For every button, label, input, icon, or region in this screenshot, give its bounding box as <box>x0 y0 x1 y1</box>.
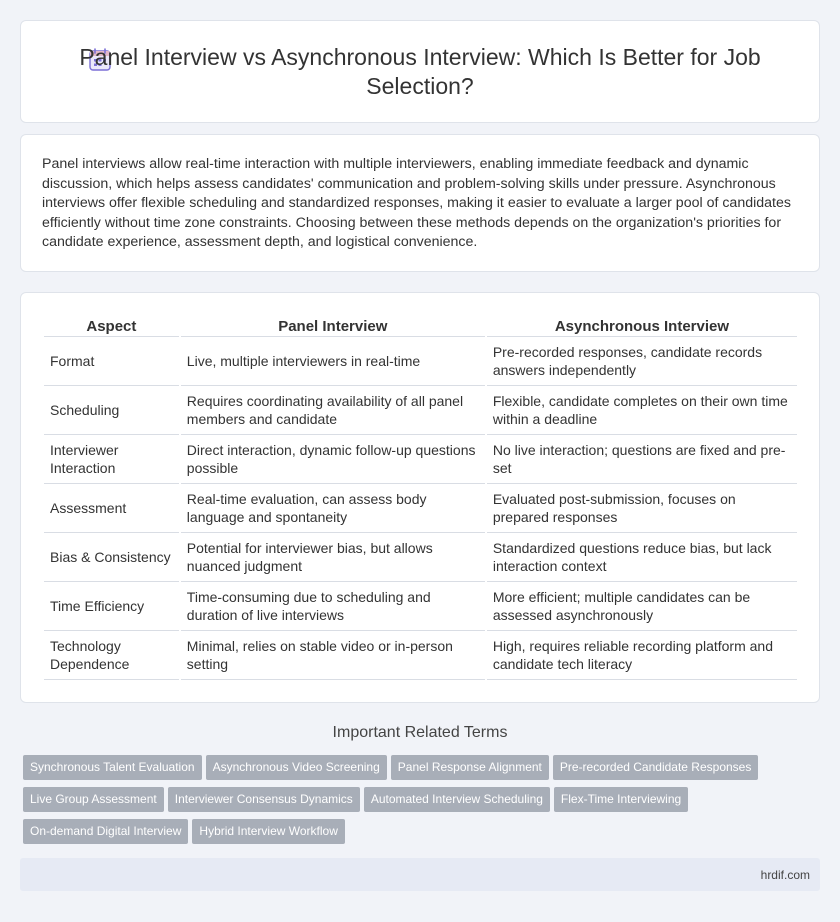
async-cell: Pre-recorded responses, candidate records answers independently <box>487 337 797 386</box>
aspect-cell: Format <box>44 337 179 386</box>
related-term-tag[interactable]: On-demand Digital Interview <box>23 819 188 844</box>
related-terms-heading: Important Related Terms <box>332 724 508 741</box>
async-cell: High, requires reliable recording platform and candidate tech literacy <box>487 631 797 680</box>
comparison-card <box>20 292 820 703</box>
async-cell: More efficient; multiple candidates can be assessed asynchronously <box>487 582 797 631</box>
panel-cell: Time-consuming due to scheduling and duration of live interviews <box>181 582 485 631</box>
table-row <box>44 582 797 631</box>
panel-cell: Potential for interviewer bias, but allows nuanced judgment <box>181 533 485 582</box>
footer-site-link[interactable]: hrdif.com <box>760 868 810 882</box>
aspect-cell: Interviewer Interaction <box>44 435 179 484</box>
comparison-table <box>42 315 799 680</box>
async-cell: No live interaction; questions are fixed and pre-set <box>487 435 797 484</box>
panel-cell: Live, multiple interviewers in real-time <box>181 337 485 386</box>
related-term-tag[interactable]: Hybrid Interview Workflow <box>192 819 344 844</box>
aspect-cell: Assessment <box>44 484 179 533</box>
async-cell: Flexible, candidate completes on their own time within a deadline <box>487 386 797 435</box>
async-cell: Standardized questions reduce bias, but lack interaction context <box>487 533 797 582</box>
panel-cell: Real-time evaluation, can assess body language and spontaneity <box>181 484 485 533</box>
table-row <box>44 337 797 386</box>
related-term-tag[interactable]: Live Group Assessment <box>23 787 164 812</box>
related-terms-row <box>23 787 823 812</box>
intro-card <box>20 134 820 272</box>
intro-paragraph: Panel interviews allow real-time interaction with multiple interviewers, enabling immediate feedback and dynamic discussion, which helps assess candidates' communication and problem-solving skills under pressure. Asynchronous interviews offer flexible scheduling and standardized responses, making it easier to evaluate a larger pool of candidates efficiently without time zone constraints. Choosing between these methods depends on the organization's priorities for candidate experience, assessment depth, and logistical convenience. <box>42 156 791 251</box>
panel-cell: Minimal, relies on stable video or in-person setting <box>181 631 485 680</box>
title-card <box>20 20 820 123</box>
title-wrap <box>21 43 819 101</box>
related-term-tag[interactable]: Asynchronous Video Screening <box>206 755 387 780</box>
header-aspect: Aspect <box>44 315 179 337</box>
aspect-cell: Time Efficiency <box>44 582 179 631</box>
aspect-cell: Scheduling <box>44 386 179 435</box>
related-term-tag[interactable]: Pre-recorded Candidate Responses <box>553 755 758 780</box>
page-title: Panel Interview vs Asynchronous Interview: Which Is Better for Job Selection? <box>79 44 761 99</box>
table-row <box>44 533 797 582</box>
related-terms-row <box>23 819 823 844</box>
table-row <box>44 386 797 435</box>
header-panel-interview: Panel Interview <box>181 315 485 337</box>
aspect-cell: Bias & Consistency <box>44 533 179 582</box>
related-term-tag[interactable]: Automated Interview Scheduling <box>364 787 550 812</box>
table-row <box>44 631 797 680</box>
panel-cell: Requires coordinating availability of all panel members and candidate <box>181 386 485 435</box>
related-term-tag[interactable]: Panel Response Alignment <box>391 755 549 780</box>
related-term-tag[interactable]: Synchronous Talent Evaluation <box>23 755 202 780</box>
panel-cell: Direct interaction, dynamic follow-up questions possible <box>181 435 485 484</box>
related-term-tag[interactable]: Interviewer Consensus Dynamics <box>168 787 360 812</box>
related-terms-row <box>23 755 823 780</box>
table-row <box>44 435 797 484</box>
aspect-cell: Technology Dependence <box>44 631 179 680</box>
related-term-tag[interactable]: Flex-Time Interviewing <box>554 787 688 812</box>
table-row <box>44 484 797 533</box>
table-header-row <box>44 315 797 337</box>
async-cell: Evaluated post-submission, focuses on prepared responses <box>487 484 797 533</box>
header-asynchronous-interview: Asynchronous Interview <box>487 315 797 337</box>
footer <box>20 858 820 891</box>
